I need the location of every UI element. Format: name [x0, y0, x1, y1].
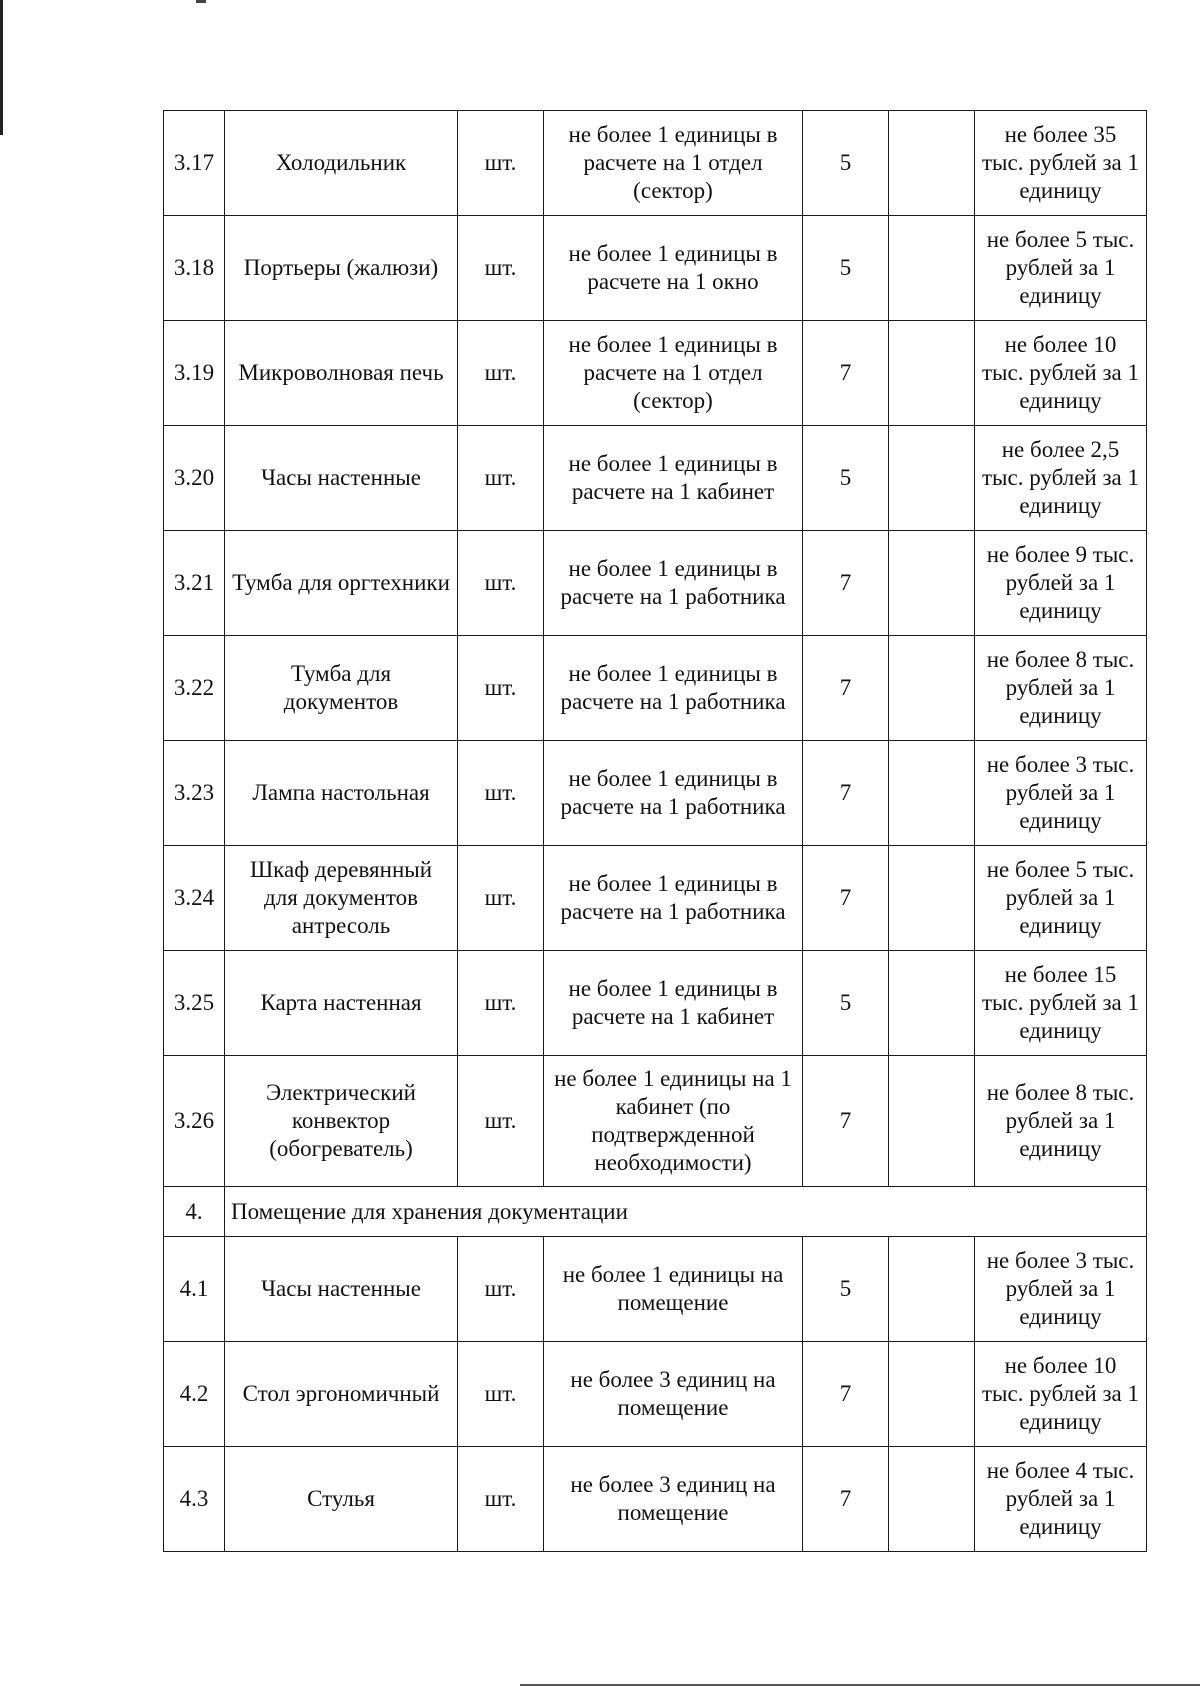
table-row: [164, 531, 1147, 636]
item-extra: [889, 636, 975, 741]
row-number: 4.3: [164, 1447, 225, 1552]
row-number: 3.25: [164, 951, 225, 1056]
table-row: [164, 1056, 1147, 1187]
row-number: 3.17: [164, 111, 225, 216]
item-extra: [889, 1237, 975, 1342]
item-norm: не более 1 единицы в расчете на 1 окно: [544, 216, 803, 321]
item-extra: [889, 1447, 975, 1552]
item-extra: [889, 1056, 975, 1187]
item-unit: шт.: [458, 636, 544, 741]
table-row: [164, 1342, 1147, 1447]
item-price: не более 5 тыс. рублей за 1 единицу: [975, 846, 1147, 951]
item-name: Часы настенные: [225, 426, 458, 531]
item-name: Тумба для документов: [225, 636, 458, 741]
item-extra: [889, 426, 975, 531]
item-norm: не более 1 единицы в расчете на 1 работника: [544, 636, 803, 741]
item-service-years: 7: [803, 636, 889, 741]
item-price: не более 3 тыс. рублей за 1 единицу: [975, 1237, 1147, 1342]
row-number: 3.22: [164, 636, 225, 741]
item-name: Часы настенные: [225, 1237, 458, 1342]
item-unit: шт.: [458, 321, 544, 426]
scan-mark-top: [196, 0, 206, 3]
item-price: не более 10 тыс. рублей за 1 единицу: [975, 321, 1147, 426]
item-norm: не более 1 единицы в расчете на 1 отдел (сектор): [544, 111, 803, 216]
item-name: Карта настенная: [225, 951, 458, 1056]
item-name: Портьеры (жалюзи): [225, 216, 458, 321]
row-number: 3.21: [164, 531, 225, 636]
table-row: [164, 846, 1147, 951]
item-name: Стулья: [225, 1447, 458, 1552]
scan-edge-bottom: [520, 1684, 1200, 1686]
item-service-years: 7: [803, 321, 889, 426]
item-unit: шт.: [458, 426, 544, 531]
row-number: 3.24: [164, 846, 225, 951]
item-unit: шт.: [458, 741, 544, 846]
row-number: 4.1: [164, 1237, 225, 1342]
item-name: Электрический конвектор (обогреватель): [225, 1056, 458, 1187]
item-name: Тумба для оргтехники: [225, 531, 458, 636]
item-service-years: 7: [803, 741, 889, 846]
item-service-years: 7: [803, 846, 889, 951]
table-row: [164, 1237, 1147, 1342]
item-norm: не более 3 единиц на помещение: [544, 1447, 803, 1552]
item-unit: шт.: [458, 951, 544, 1056]
item-price: не более 8 тыс. рублей за 1 единицу: [975, 1056, 1147, 1187]
item-service-years: 5: [803, 111, 889, 216]
item-extra: [889, 111, 975, 216]
item-price: не более 4 тыс. рублей за 1 единицу: [975, 1447, 1147, 1552]
item-price: не более 35 тыс. рублей за 1 единицу: [975, 111, 1147, 216]
item-norm: не более 1 единицы в расчете на 1 работника: [544, 741, 803, 846]
item-unit: шт.: [458, 1237, 544, 1342]
item-price: не более 5 тыс. рублей за 1 единицу: [975, 216, 1147, 321]
table-row: [164, 216, 1147, 321]
item-unit: шт.: [458, 1447, 544, 1552]
item-service-years: 5: [803, 951, 889, 1056]
item-extra: [889, 951, 975, 1056]
item-name: Стол эргономичный: [225, 1342, 458, 1447]
table-row: [164, 741, 1147, 846]
item-service-years: 7: [803, 531, 889, 636]
item-price: не более 9 тыс. рублей за 1 единицу: [975, 531, 1147, 636]
table-row: [164, 951, 1147, 1056]
item-extra: [889, 846, 975, 951]
item-name: Лампа настольная: [225, 741, 458, 846]
item-norm: не более 1 единицы в расчете на 1 кабинет: [544, 951, 803, 1056]
row-number: 3.26: [164, 1056, 225, 1187]
row-number: 3.19: [164, 321, 225, 426]
item-service-years: 7: [803, 1056, 889, 1187]
item-extra: [889, 531, 975, 636]
item-name: Холодильник: [225, 111, 458, 216]
item-price: не более 10 тыс. рублей за 1 единицу: [975, 1342, 1147, 1447]
row-number: 4.2: [164, 1342, 225, 1447]
item-norm: не более 1 единицы в расчете на 1 работника: [544, 846, 803, 951]
table-row: [164, 636, 1147, 741]
row-number: 3.20: [164, 426, 225, 531]
scan-edge-left: [0, 0, 3, 135]
row-number: 3.18: [164, 216, 225, 321]
item-unit: шт.: [458, 1342, 544, 1447]
item-norm: не более 1 единицы на помещение: [544, 1237, 803, 1342]
table-row: [164, 426, 1147, 531]
item-extra: [889, 216, 975, 321]
item-norm: не более 1 единицы в расчете на 1 работника: [544, 531, 803, 636]
row-number: 3.23: [164, 741, 225, 846]
item-name: Микроволновая печь: [225, 321, 458, 426]
item-service-years: 5: [803, 1237, 889, 1342]
item-unit: шт.: [458, 1056, 544, 1187]
item-price: не более 3 тыс. рублей за 1 единицу: [975, 741, 1147, 846]
item-price: не более 8 тыс. рублей за 1 единицу: [975, 636, 1147, 741]
item-norm: не более 1 единицы в расчете на 1 кабинет: [544, 426, 803, 531]
item-unit: шт.: [458, 216, 544, 321]
item-norm: не более 3 единиц на помещение: [544, 1342, 803, 1447]
table-row: [164, 111, 1147, 216]
item-service-years: 5: [803, 216, 889, 321]
item-unit: шт.: [458, 111, 544, 216]
item-extra: [889, 321, 975, 426]
furniture-norms-table: [163, 110, 1147, 1552]
item-norm: не более 1 единицы на 1 кабинет (по подтвержденной необходимости): [544, 1056, 803, 1187]
item-unit: шт.: [458, 846, 544, 951]
section-title: Помещение для хранения документации: [225, 1187, 1147, 1237]
item-service-years: 5: [803, 426, 889, 531]
item-name: Шкаф деревянный для документов антресоль: [225, 846, 458, 951]
item-service-years: 7: [803, 1447, 889, 1552]
section-header-row: [164, 1187, 1147, 1237]
table-row: [164, 1447, 1147, 1552]
table-row: [164, 321, 1147, 426]
item-extra: [889, 1342, 975, 1447]
item-service-years: 7: [803, 1342, 889, 1447]
item-extra: [889, 741, 975, 846]
item-price: не более 2,5 тыс. рублей за 1 единицу: [975, 426, 1147, 531]
section-number: 4.: [164, 1187, 225, 1237]
item-price: не более 15 тыс. рублей за 1 единицу: [975, 951, 1147, 1056]
item-unit: шт.: [458, 531, 544, 636]
item-norm: не более 1 единицы в расчете на 1 отдел (сектор): [544, 321, 803, 426]
